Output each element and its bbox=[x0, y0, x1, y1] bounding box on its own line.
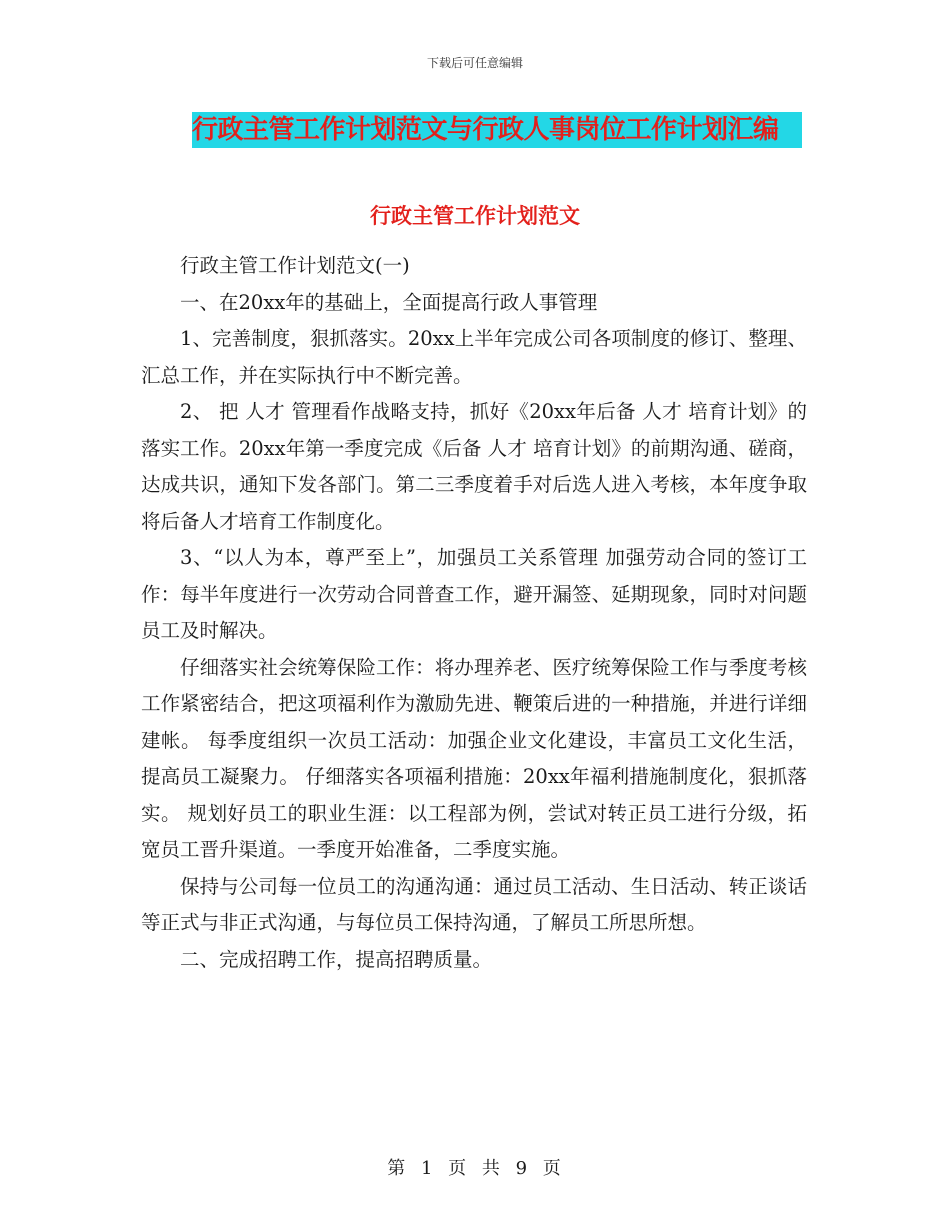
document-title: 行政主管工作计划范文与行政人事岗位工作计划汇编 bbox=[192, 115, 779, 145]
paragraph-section-two-heading: 二、完成招聘工作，提高招聘质量。 bbox=[180, 947, 493, 971]
paragraph-item-3: 3、“以人为本，尊严至上”，加强员工关系管理 加强劳动合同的签订工作：每半年度进行一次劳动合同普查工作，避开漏签、延期现象，同时对问题员工及时解决。 bbox=[141, 546, 807, 642]
page-number-footer: 第 1 页 共 9 页 bbox=[387, 1158, 563, 1179]
paragraph-social-insurance: 仔细落实社会统筹保险工作：将办理养老、医疗统筹保险工作与季度考核工作紧密结合，把这项福利作为激励先进、鞭策后进的一种措施，并进行详细建帐。 每季度组织一次员工活动：加强企业文化建设，丰富员工文化生活，提高员工凝聚力。 仔细落实各项福利措施：20xx年福利措施制度化，狠抓落实。 规划好员工的职业生涯：以工程部为例，尝试对转正员工进行分级，拓宽员工晋升渠道。一季度开始准备，二季度实施。 bbox=[141, 655, 807, 861]
paragraph-communication: 保持与公司每一位员工的沟通沟通：通过员工活动、生日活动、转正谈话等正式与非正式沟通，与每位员工保持沟通，了解员工所思所想。 bbox=[141, 874, 807, 934]
paragraph-item-2: 2、 把 人才 管理看作战略支持，抓好《20xx年后备 人才 培育计划》的落实工作。20xx年第一季度完成《后备 人才 培育计划》的前期沟通、磋商，达成共识，通知下发各部门。第二三季度着手对后选人进入考核，本年度争取将后备人才培育工作制度化。 bbox=[141, 400, 807, 533]
paragraph-intro-heading: 行政主管工作计划范文(一) bbox=[180, 254, 410, 277]
header-note: 下载后可任意编辑 bbox=[426, 56, 523, 70]
section-title: 行政主管工作计划范文 bbox=[370, 204, 580, 228]
paragraph-item-1: 1、完善制度，狠抓落实。20xx上半年完成公司各项制度的修订、整理、汇总工作，并在实际执行中不断完善。 bbox=[141, 327, 807, 387]
document-body bbox=[141, 248, 807, 978]
paragraph-section-one-heading: 一、在20xx年的基础上，全面提高行政人事管理 bbox=[180, 290, 598, 314]
